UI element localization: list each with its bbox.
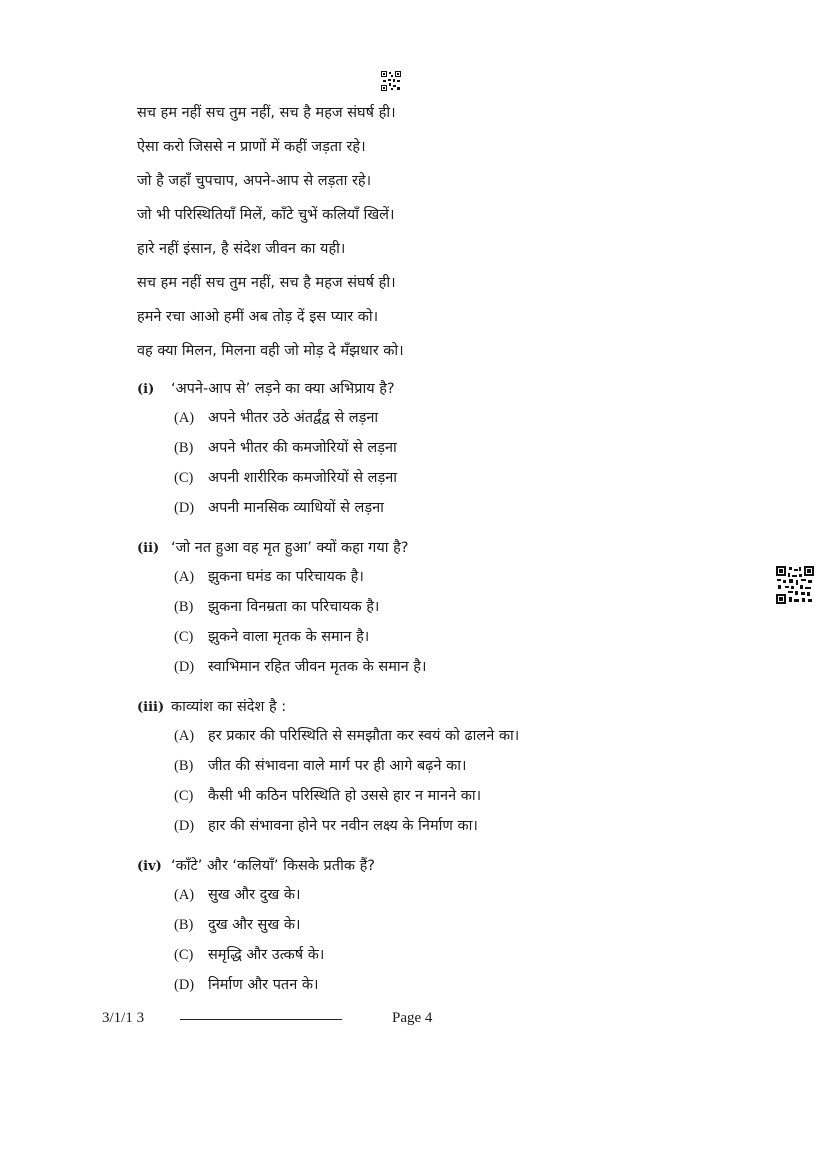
poem-line: जो है जहाँ चुपचाप, अपने-आप से लड़ता रहे। xyxy=(137,173,372,189)
page-number: Page 4 xyxy=(392,1010,433,1026)
option-label: (A) xyxy=(174,410,195,426)
option-label: (D) xyxy=(174,500,195,516)
poem-line: हारे नहीं इंसान, है संदेश जीवन का यही। xyxy=(137,241,346,257)
poem-stanza xyxy=(137,96,404,368)
option-d xyxy=(137,652,777,682)
poem-line: वह क्या मिलन, मिलना वही जो मोड़ दे मँझधार को। xyxy=(137,343,404,359)
paper-code: 3/1/1 3 xyxy=(102,1010,145,1026)
question-2 xyxy=(137,534,777,682)
option-label: (B) xyxy=(174,917,194,933)
option-a xyxy=(137,403,777,433)
option-d xyxy=(137,493,777,523)
question-number: (iii) xyxy=(137,700,165,715)
question-text: ‘अपने-आप से’ लड़ने का क्या अभिप्राय है? xyxy=(171,381,395,397)
option-text: अपनी शारीरिक कमजोरियों से लड़ना xyxy=(208,470,398,486)
question-number: (i) xyxy=(137,382,155,397)
question-number: (iv) xyxy=(137,859,162,874)
page-footer xyxy=(0,1010,826,1030)
question-text: काव्यांश का संदेश है : xyxy=(171,699,287,715)
option-text: अपने भीतर की कमजोरियों से लड़ना xyxy=(208,440,397,456)
option-text: हार की संभावना होने पर नवीन लक्ष्य के निर्माण का। xyxy=(208,818,478,834)
option-b xyxy=(137,751,777,781)
poem-line: सच हम नहीं सच तुम नहीं, सच है महज संघर्ष ही। xyxy=(137,105,396,121)
option-d xyxy=(137,970,777,1000)
option-text: झुकना विनम्रता का परिचायक है। xyxy=(208,599,380,615)
question-4 xyxy=(137,852,777,1000)
poem-line: हमने रचा आओ हमीं अब तोड़ दें इस प्यार को। xyxy=(137,309,379,325)
option-text: सुख और दुख के। xyxy=(208,887,301,903)
option-text: अपने भीतर उठे अंतर्द्वंद्व से लड़ना xyxy=(208,410,379,426)
option-label: (C) xyxy=(174,788,194,804)
question-text: ‘जो नत हुआ वह मृत हुआ’ क्यों कहा गया है? xyxy=(171,540,409,556)
option-c xyxy=(137,940,777,970)
option-label: (B) xyxy=(174,599,194,615)
option-label: (A) xyxy=(174,887,195,903)
option-c xyxy=(137,781,777,811)
option-text: जीत की संभावना वाले मार्ग पर ही आगे बढ़ने का। xyxy=(208,758,467,774)
option-b xyxy=(137,433,777,463)
option-text: झुकना घमंड का परिचायक है। xyxy=(208,569,364,585)
option-a xyxy=(137,721,777,751)
poem-line: ऐसा करो जिससे न प्राणों में कहीं जड़ता रहे। xyxy=(137,139,366,155)
option-label: (A) xyxy=(174,728,195,744)
option-c xyxy=(137,463,777,493)
question-1 xyxy=(137,375,777,523)
option-d xyxy=(137,811,777,841)
option-label: (B) xyxy=(174,440,194,456)
option-text: झुकने वाला मृतक के समान है। xyxy=(208,629,370,645)
option-b xyxy=(137,910,777,940)
question-number: (ii) xyxy=(137,541,160,556)
option-text: कैसी भी कठिन परिस्थिति हो उससे हार न मानने का। xyxy=(208,788,482,804)
option-label: (C) xyxy=(174,470,194,486)
option-label: (D) xyxy=(174,659,195,675)
option-label: (A) xyxy=(174,569,195,585)
option-text: समृद्धि और उत्कर्ष के। xyxy=(208,947,325,963)
option-text: निर्माण और पतन के। xyxy=(208,977,319,993)
question-text: ‘काँटे’ और ‘कलियाँ’ किसके प्रतीक हैं? xyxy=(171,858,375,874)
question-3 xyxy=(137,693,777,841)
poem-line: सच हम नहीं सच तुम नहीं, सच है महज संघर्ष ही। xyxy=(137,275,396,291)
option-text: स्वाभिमान रहित जीवन मृतक के समान है। xyxy=(208,659,427,675)
poem-line: जो भी परिस्थितियाँ मिलें, काँटे चुभें कलियाँ खिलें। xyxy=(137,207,395,223)
option-label: (C) xyxy=(174,629,194,645)
option-label: (D) xyxy=(174,818,195,834)
option-text: दुख और सुख के। xyxy=(208,917,301,933)
option-label: (D) xyxy=(174,977,195,993)
qr-code-side-icon xyxy=(776,566,814,604)
option-c xyxy=(137,622,777,652)
option-a xyxy=(137,880,777,910)
option-label: (B) xyxy=(174,758,194,774)
option-text: अपनी मानसिक व्याधियों से लड़ना xyxy=(208,500,384,516)
option-b xyxy=(137,592,777,622)
qr-code-top-icon xyxy=(381,71,401,91)
footer-divider xyxy=(180,1019,342,1020)
option-a xyxy=(137,562,777,592)
option-text: हर प्रकार की परिस्थिति से समझौता कर स्वयं को ढालने का। xyxy=(208,728,520,744)
option-label: (C) xyxy=(174,947,194,963)
